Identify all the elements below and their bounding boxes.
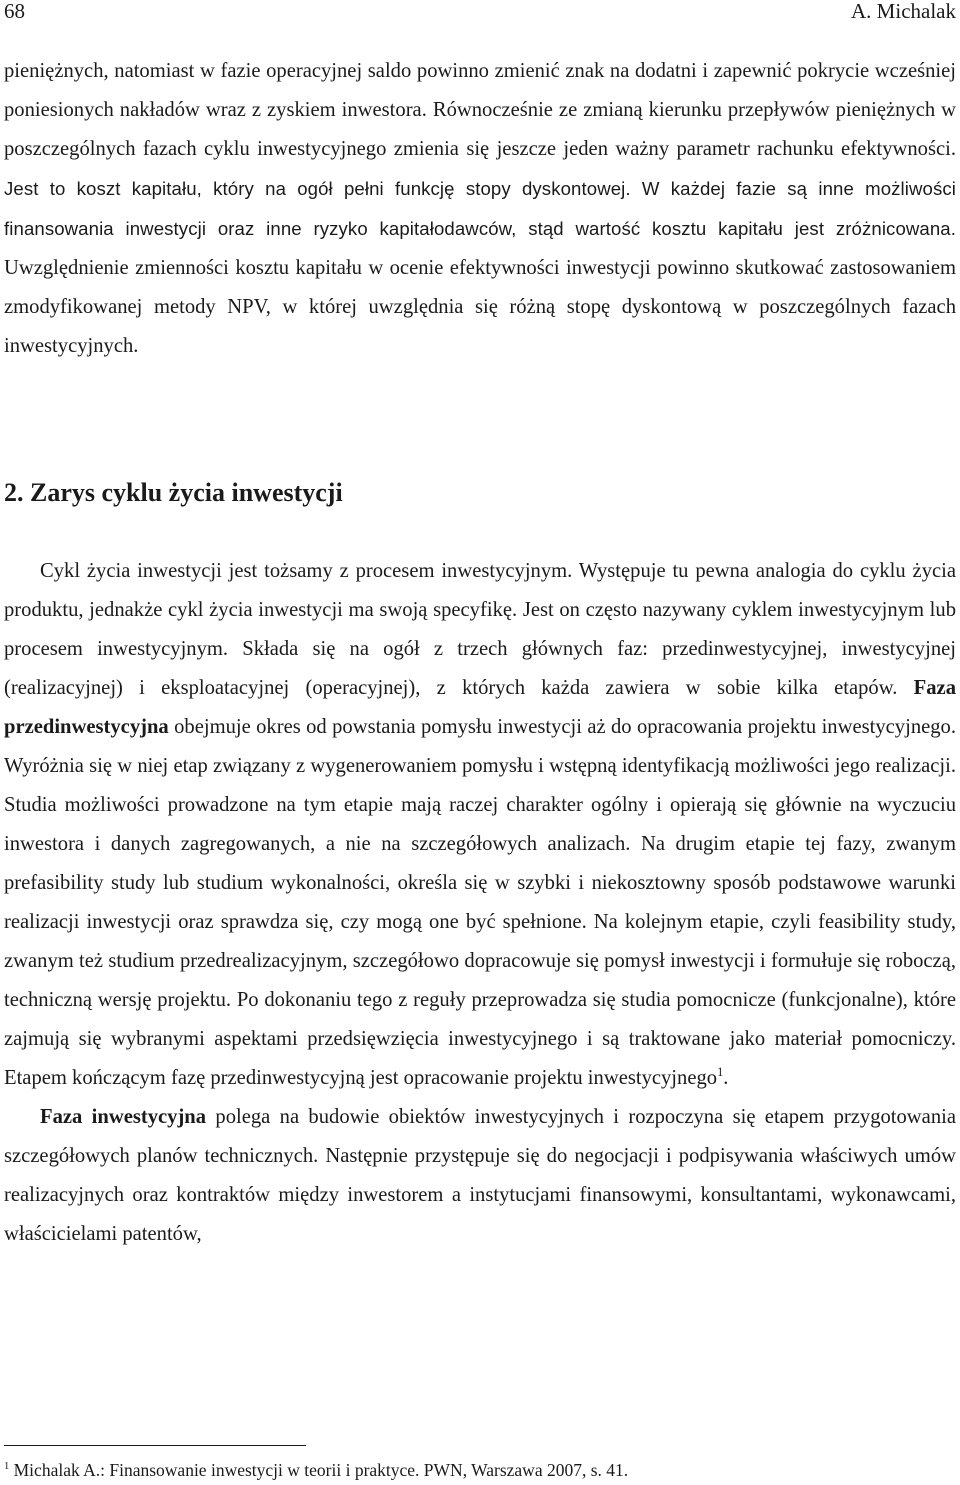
footnote-divider xyxy=(4,1445,306,1446)
paragraph-text-sans: Jest to koszt kapitału, który na ogół pełni funkcję stopy dyskontowej. W każdej fazie są inne możliwości finansowania inwestycji oraz inne ryzyko kapitałodawców, stąd wartość kosztu kapitału jest zróżnicowana. xyxy=(4,178,956,239)
running-header xyxy=(4,0,956,22)
paragraph-text: pieniężnych, natomiast w fazie operacyjnej saldo powinno zmienić znak na dodatni i zapewnić pokrycie wcześniej poniesionych nakładów wraz z zyskiem inwestora. Równocześnie ze zmianą kierunku przepływów pieniężnych w poszczególnych fazach cyklu inwestycyjnego zmienia się jeszcze jeden ważny parametr rachunku efektywności. xyxy=(4,60,956,160)
paragraph-investment-phase xyxy=(4,1098,956,1254)
paragraph-text: obejmuje okres od powstania pomysłu inwestycji aż do opracowania projektu inwestycyjnego. Wyróżnia się w niej etap związany z wygenerowaniem pomysłu i wstępną identyfikacją możliwości jego realizacji. Studia możliwości prowadzone na tym etapie mają raczej charakter ogólny i opierają się głównie na wyczuciu inwestora i danych zagregowanych, a nie na szczegółowych analizach. Na drugim etapie tej fazy, zwanym prefasibility study lub studium wykonalności, określa się w szybki i niekosztowny sposób podstawowe warunki realizacji inwestycji oraz sprawdza się, czy mogą one być spełnione. Na kolejnym etapie, czyli feasibility study, zwanym też studium przedrealizacyjnym, szczegółowo dopracowuje się pomysł inwestycji i formułuje się roboczą, techniczną wersję projektu. Po dokonaniu tego z reguły przeprowadza się studia pomocnicze (funkcjonalne), które zajmują się wybranymi aspektami przedsięwzięcia inwestycyjnego i są traktowane jako materiał pomocniczy. Etapem kończącym fazę przedinwestycyjną jest opracowanie projektu inwestycyjnego xyxy=(4,716,956,1089)
bold-term-pre-investment: Faza przedinwestycyjna xyxy=(4,677,956,738)
footnote xyxy=(4,1459,628,1481)
footnote-marker: 1 xyxy=(4,1461,10,1473)
section-1-continuation xyxy=(4,52,956,366)
paragraph-cash-flow xyxy=(4,52,956,366)
footnote-text: Michalak A.: Finansowanie inwestycji w teorii i praktyce. PWN, Warszawa 2007, s. 41. xyxy=(9,1460,629,1480)
footnote-reference[interactable]: 1 xyxy=(717,1065,724,1080)
page-number: 68 xyxy=(4,0,25,23)
paragraph-text: polega na budowie obiektów inwestycyjnych i rozpoczyna się etapem przygotowania szczegółowych planów technicznych. Następnie przystępuje się do negocjacji i podpisywania właściwych umów realizacyjnych oraz kontraktów między inwestorem a instytucjami finansowymi, konsultantami, wykonawcami, właścicielami patentów, xyxy=(4,1106,956,1245)
paragraph-text: . xyxy=(723,1067,729,1089)
section-heading: 2. Zarys cyklu życia inwestycji xyxy=(4,478,343,507)
section-2-body xyxy=(4,552,956,1254)
paragraph-lifecycle xyxy=(4,552,956,1098)
running-author: A. Michalak xyxy=(851,0,956,23)
bold-term-investment-phase: Faza inwestycyjna xyxy=(40,1106,207,1128)
paragraph-text: Cykl życia inwestycji jest tożsamy z procesem inwestycyjnym. Występuje tu pewna analogia do cyklu życia produktu, jednakże cykl życia inwestycji ma swoją specyfikę. Jest on często nazywany cyklem inwestycyjnym lub procesem inwestycyjnym. Składa się na ogół z trzech głównych faz: przedinwestycyjnej, inwestycyjnej (realizacyjnej) i eksploatacyjnej (operacyjnej), z których każda zawiera w sobie kilka etapów. xyxy=(4,560,956,699)
paragraph-text: Uwzględnienie zmienności kosztu kapitału w ocenie efektywności inwestycji powinno skutkować zastosowaniem zmodyfikowanej metody NPV, w której uwzględnia się różną stopę dyskontową w poszczególnych fazach inwestycyjnych. xyxy=(4,257,956,357)
